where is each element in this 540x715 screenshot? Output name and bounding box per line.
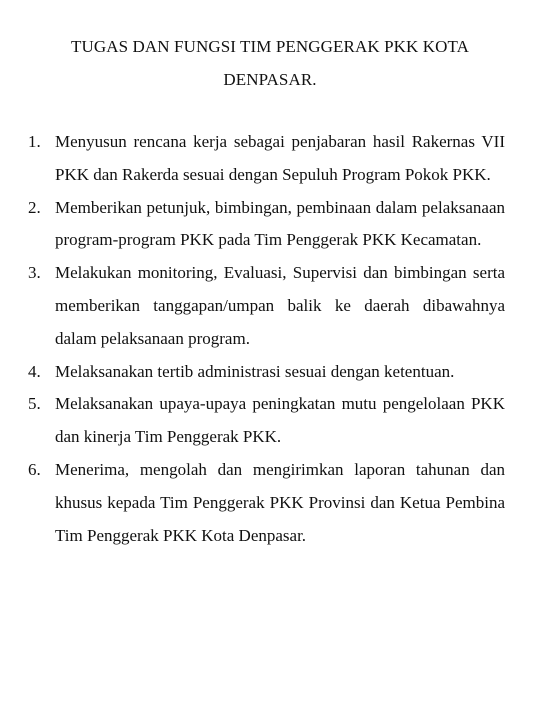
document-title: TUGAS DAN FUNGSI TIM PENGGERAK PKK KOTA DENPASAR. (71, 37, 469, 89)
list-item-number: 3. (28, 263, 41, 283)
list-item (0, 388, 540, 454)
list-item-text: Memberikan petunjuk, bimbingan, pembinaan dalam pelaksanaan program-program PKK pada Tim Penggerak PKK Kecamatan. (55, 197, 505, 250)
list-item-text: Melaksanakan upaya-upaya peningkatan mutu pengelolaan PKK dan kinerja Tim Penggerak PKK. (55, 394, 505, 447)
list-item-text: Melakukan monitoring, Evaluasi, Supervisi dan bimbingan serta memberikan tanggapan/umpan balik ke daerah dibawahnya dalam pelaksanaan program. (55, 263, 505, 348)
list-item-text: Menerima, mengolah dan mengirimkan laporan tahunan dan khusus kepada Tim Penggerak PKK Provinsi dan Ketua Pembina Tim Penggerak PKK Kota Denpasar. (55, 459, 505, 545)
list-item-number: 6. (28, 459, 41, 479)
list-item-number: 1. (28, 132, 41, 151)
list-item-number: 5. (28, 394, 41, 414)
list-item-text: Melaksanakan tertib administrasi sesuai dengan ketentuan. (55, 361, 455, 381)
list-item (0, 356, 540, 389)
list-item (0, 192, 540, 258)
list-item (0, 257, 540, 355)
list-item-number: 2. (28, 197, 41, 217)
list-item (0, 454, 540, 552)
duties-list (0, 126, 540, 552)
list-item-number: 4. (28, 361, 41, 381)
list-item-text: Menyusun rencana kerja sebagai penjabaran hasil Rakernas VII PKK dan Rakerda sesuai dengan Sepuluh Program Pokok PKK. (55, 132, 505, 184)
list-item (0, 126, 540, 192)
